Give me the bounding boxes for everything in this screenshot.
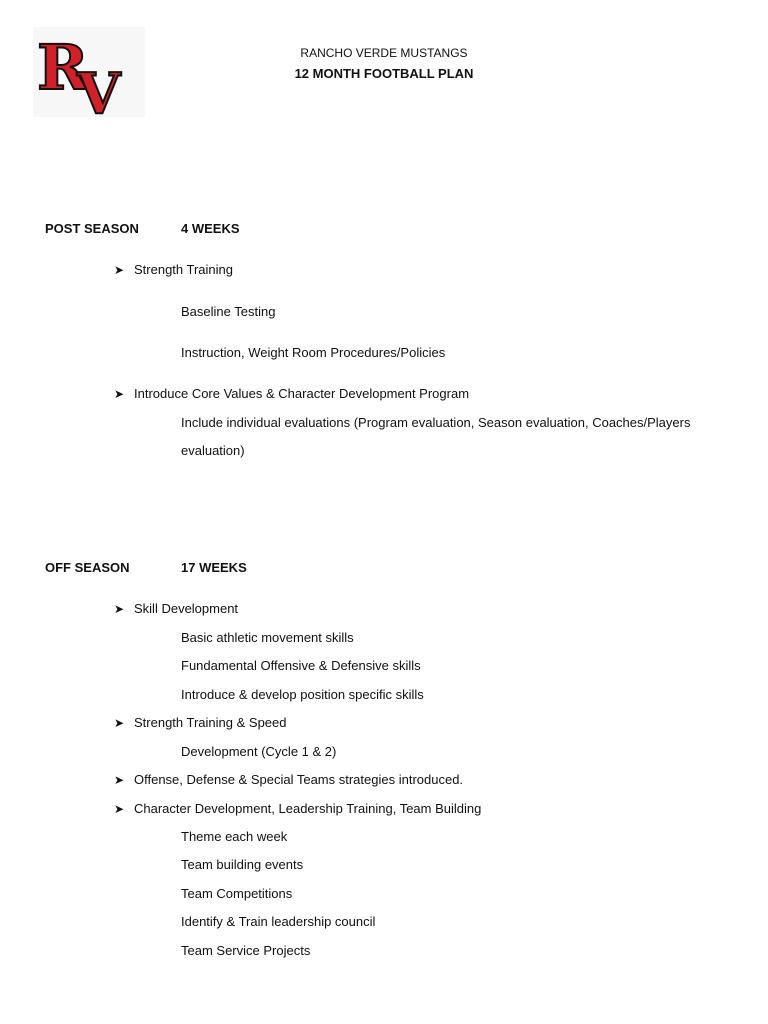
list-item [114, 601, 238, 616]
arrowhead-bullet-icon: ➤ [114, 262, 125, 277]
bullet-text: Strength Training & Speed [134, 715, 287, 730]
bullet-text: Strength Training [134, 262, 234, 277]
off-season-duration: 17 WEEKS [181, 560, 247, 575]
post-season-duration: 4 WEEKS [181, 221, 240, 236]
arrowhead-bullet-icon: ➤ [114, 772, 125, 787]
post-season-label: POST SEASON [45, 221, 139, 236]
off-season-label: OFF SEASON [45, 560, 130, 575]
sub-item: Include individual evaluations (Program evaluation, Season evaluation, Coaches/Players [181, 415, 691, 430]
svg-text:V: V [77, 61, 121, 117]
sub-item: Team Service Projects [181, 943, 311, 958]
sub-item: Team building events [181, 857, 304, 872]
bullet-text: Skill Development [134, 601, 239, 616]
sub-item: Baseline Testing [181, 304, 276, 319]
arrowhead-bullet-icon: ➤ [114, 715, 125, 730]
bullet-text: Offense, Defense & Special Teams strategies introduced. [134, 772, 464, 787]
list-item [114, 772, 463, 787]
sub-item: Team Competitions [181, 886, 293, 901]
sub-item: Introduce & develop position specific skills [181, 687, 424, 702]
arrowhead-bullet-icon: ➤ [114, 801, 125, 816]
school-name: RANCHO VERDE MUSTANGS [300, 46, 468, 60]
arrowhead-bullet-icon: ➤ [114, 601, 125, 616]
bullet-text: Character Development, Leadership Training, Team Building [134, 801, 482, 816]
arrowhead-bullet-icon: ➤ [114, 386, 125, 401]
list-item [114, 386, 469, 401]
list-item [114, 715, 287, 730]
sub-item: Identify & Train leadership council [181, 914, 376, 929]
bullet-text: Introduce Core Values & Character Development Program [134, 386, 470, 401]
svg-text:R: R [37, 31, 89, 104]
sub-item: Theme each week [181, 829, 288, 844]
sub-item: Fundamental Offensive & Defensive skills [181, 658, 421, 673]
sub-item: Instruction, Weight Room Procedures/Policies [181, 345, 446, 360]
sub-item: Basic athletic movement skills [181, 630, 354, 645]
sub-item: Development (Cycle 1 & 2) [181, 744, 337, 759]
list-item [114, 801, 481, 816]
sub-item: evaluation) [181, 443, 245, 458]
list-item [114, 262, 233, 277]
plan-title: 12 MONTH FOOTBALL PLAN [294, 66, 474, 81]
